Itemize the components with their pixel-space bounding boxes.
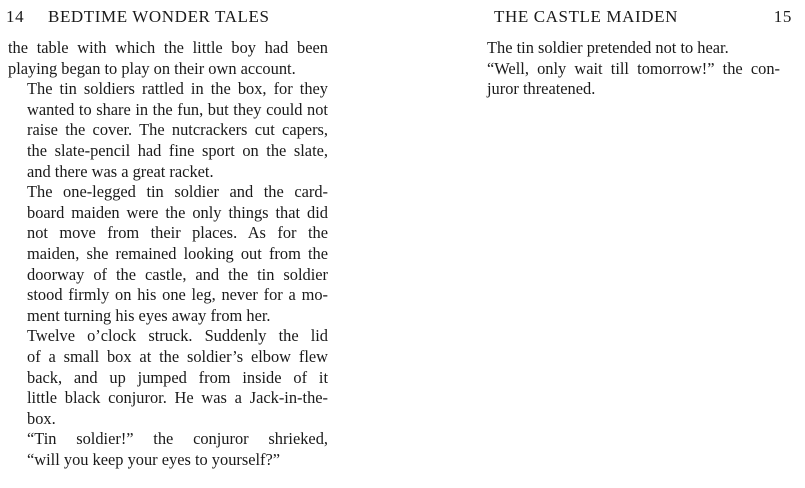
text-line: and there was a great racket. xyxy=(27,161,214,181)
text-line: wanted to share in the fun, but they could not xyxy=(27,99,328,119)
right-running-head: THE CASTLE MAIDEN xyxy=(494,7,678,26)
right-page-body xyxy=(468,38,780,100)
left-page-header xyxy=(6,7,336,31)
text-line: Twelve o’clock struck. Suddenly the lid xyxy=(27,326,328,346)
text-line: not move from their places. As for the xyxy=(27,223,328,243)
paragraph xyxy=(8,38,328,79)
text-line: stood firmly on his one leg, never for a mo- xyxy=(27,285,328,305)
text-line: The tin soldiers rattled in the box, for they xyxy=(27,79,328,99)
paragraph xyxy=(8,182,328,326)
text-line: board maiden were the only things that did xyxy=(27,202,328,222)
text-line: raise the cover. The nutcrackers cut capers, xyxy=(27,120,328,140)
paragraph xyxy=(468,38,780,59)
paragraph xyxy=(8,79,328,182)
left-running-head: BEDTIME WONDER TALES xyxy=(48,7,270,26)
right-page-header xyxy=(440,7,792,31)
right-page-number: 15 xyxy=(773,7,792,26)
text-line: little black conjuror. He was a Jack-in-the- xyxy=(27,388,328,408)
paragraph xyxy=(8,429,328,470)
text-line: “Tin soldier!” the conjuror shrieked, xyxy=(27,429,328,449)
left-page-number: 14 xyxy=(6,7,25,26)
left-page xyxy=(0,0,400,488)
text-line: “Well, only wait till tomorrow!” the con- xyxy=(487,58,780,78)
text-line: the slate-pencil had fine sport on the slate, xyxy=(27,140,328,160)
text-line: back, and up jumped from inside of it xyxy=(27,367,328,387)
text-line: “will you keep your eyes to yourself?” xyxy=(27,449,281,469)
paragraph xyxy=(8,326,328,429)
text-line: ment turning his eyes away from her. xyxy=(27,305,271,325)
paragraph xyxy=(468,59,780,100)
text-line: juror threatened. xyxy=(487,79,596,99)
text-line: playing began to play on their own account. xyxy=(8,58,296,78)
text-line: The tin soldier pretended not to hear. xyxy=(487,38,729,57)
left-page-body xyxy=(8,38,328,470)
text-line: box. xyxy=(27,408,56,428)
text-line: The one-legged tin soldier and the card- xyxy=(27,182,328,202)
text-line: maiden, she remained looking out from the xyxy=(27,243,328,263)
text-line: the table with which the little boy had been xyxy=(8,38,328,57)
text-line: doorway of the castle, and the tin soldier xyxy=(27,264,328,284)
text-line: of a small box at the soldier’s elbow flew xyxy=(27,346,328,366)
right-page xyxy=(440,0,805,488)
